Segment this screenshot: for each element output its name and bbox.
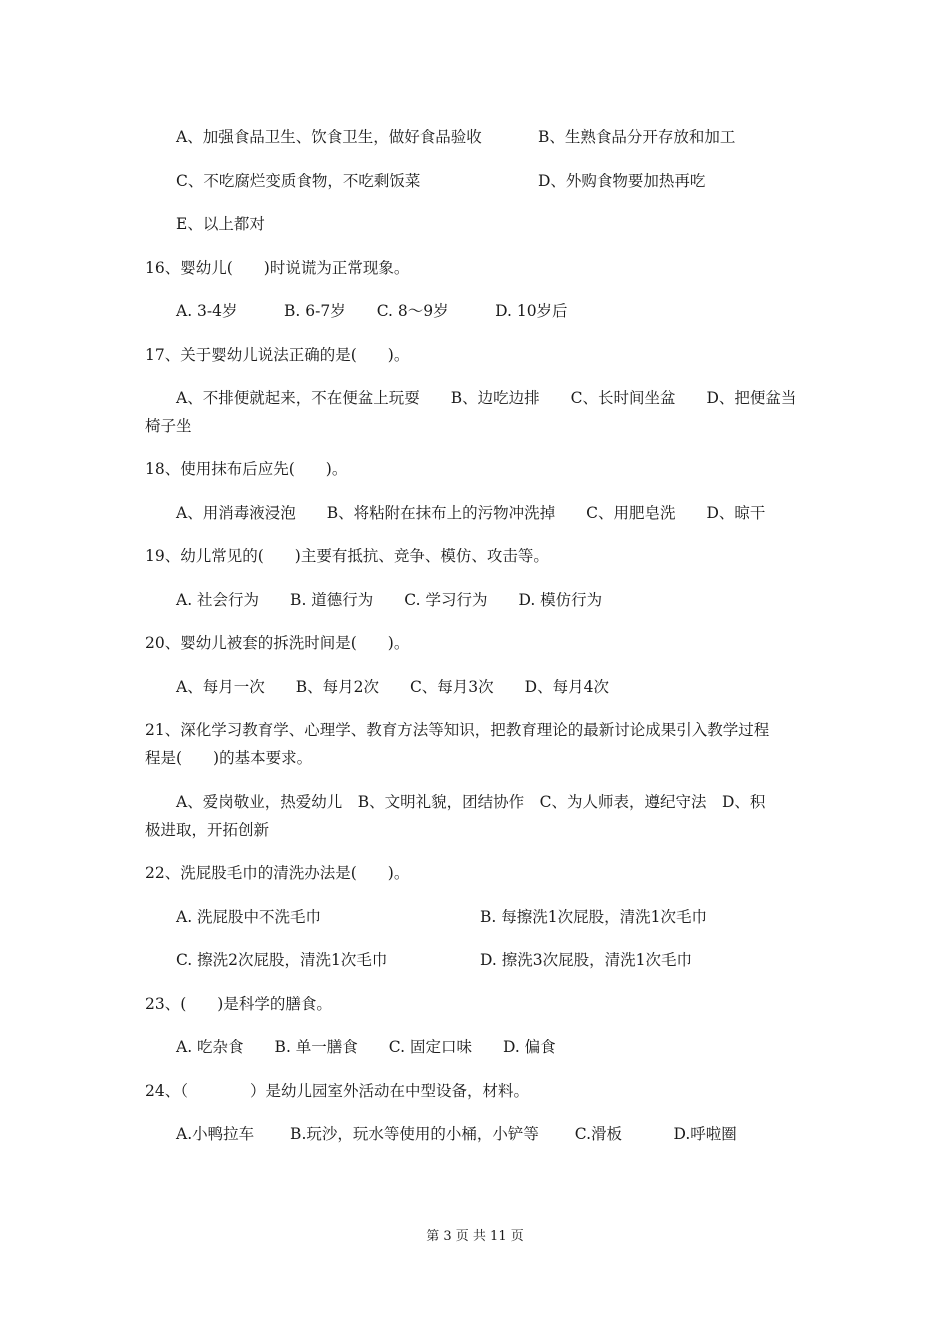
question-23: 23、( )是科学的膳食。 <box>145 995 332 1013</box>
question-19-options: A. 社会行为 B. 道德行为 C. 学习行为 D. 模仿行为 <box>176 591 603 609</box>
page-footer: 第 3 页 共 11 页 <box>426 1229 524 1244</box>
q15-option-a: A、加强食品卫生、饮食卫生，做好食品验收 <box>176 128 482 146</box>
q15-option-d: D、外购食物要加热再吃 <box>538 172 706 190</box>
question-22-option-c: C. 擦洗2次屁股，清洗1次毛巾 <box>176 951 388 969</box>
question-19: 19、幼儿常见的( )主要有抵抗、竞争、模仿、攻击等。 <box>145 547 549 565</box>
question-22-option-b: B. 每擦洗1次屁股，清洗1次毛巾 <box>480 908 707 926</box>
question-17-options-line2: 椅子坐 <box>145 417 192 435</box>
question-24-options: A.小鸭拉车 B.玩沙，玩水等使用的小桶，小铲等 C.滑板 D.呼啦圈 <box>176 1125 737 1143</box>
question-18: 18、使用抹布后应先( )。 <box>145 460 348 478</box>
q15-option-b: B、生熟食品分开存放和加工 <box>538 128 736 146</box>
question-22: 22、洗屁股毛巾的清洗办法是( )。 <box>145 864 410 882</box>
question-22-option-d: D. 擦洗3次屁股，清洗1次毛巾 <box>480 951 692 969</box>
question-21-options-line1: A、爱岗敬业，热爱幼儿 B、文明礼貌，团结协作 C、为人师表，遵纪守法 D、积 <box>176 793 766 811</box>
question-16: 16、婴幼儿( )时说谎为正常现象。 <box>145 259 410 277</box>
question-23-options: A. 吃杂食 B. 单一膳食 C. 固定口味 D. 偏食 <box>176 1038 556 1056</box>
question-21-line2: 程是( )的基本要求。 <box>145 749 313 767</box>
question-22-option-a: A. 洗屁股中不洗毛巾 <box>176 908 322 926</box>
question-16-options: A. 3-4岁 B. 6-7岁 C. 8～9岁 D. 10岁后 <box>176 302 568 320</box>
question-21-options-line2: 极进取，开拓创新 <box>145 821 270 839</box>
question-24: 24、（ ）是幼儿园室外活动在中型设备，材料。 <box>145 1082 529 1100</box>
question-17: 17、关于婴幼儿说法正确的是( )。 <box>145 346 410 364</box>
question-17-options-line1: A、不排便就起来，不在便盆上玩耍 B、边吃边排 C、长时间坐盆 D、把便盆当 <box>176 389 797 407</box>
q15-option-c: C、不吃腐烂变质食物，不吃剩饭菜 <box>176 172 421 190</box>
question-20: 20、婴幼儿被套的拆洗时间是( )。 <box>145 634 410 652</box>
question-21-line1: 21、深化学习教育学、心理学、教育方法等知识，把教育理论的最新讨论成果引入教学过程 <box>145 721 770 739</box>
q15-option-e: E、以上都对 <box>176 215 265 233</box>
question-18-options: A、用消毒液浸泡 B、将粘附在抹布上的污物冲洗掉 C、用肥皂洗 D、晾干 <box>176 504 766 522</box>
question-20-options: A、每月一次 B、每月2次 C、每月3次 D、每月4次 <box>176 678 609 696</box>
